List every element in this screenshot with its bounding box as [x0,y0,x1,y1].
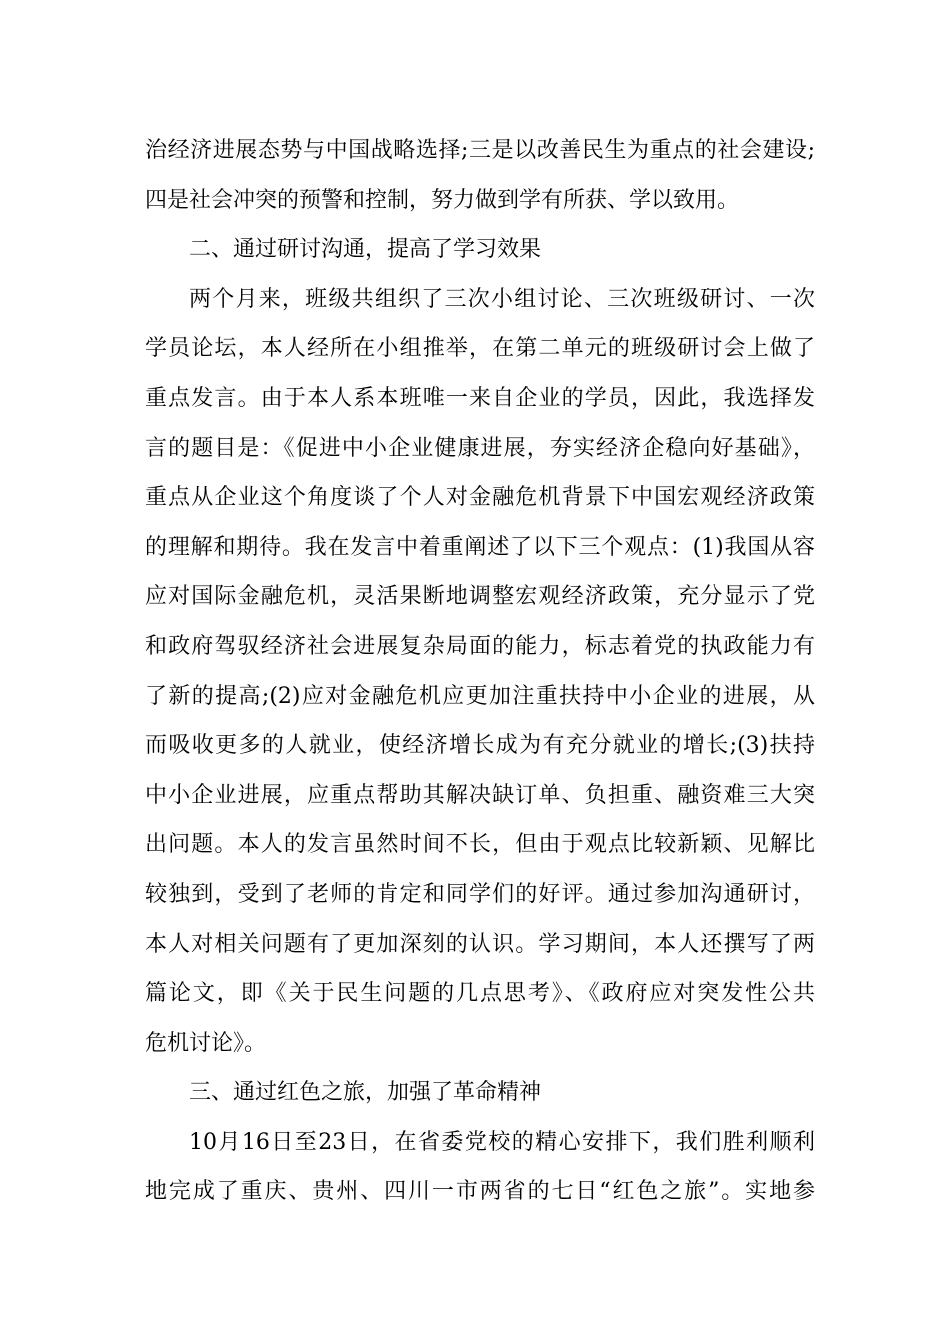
document-body [145,126,815,1217]
text-line: 和政府驾驭经济社会进展复杂局面的能力，标志着党的执政能力有 [145,633,815,659]
text-line: 了新的提高;(2)应对金融危机应更加注重扶持中小企业的进展，从 [145,683,815,709]
text-line: 较独到，受到了老师的肯定和同学们的好评。通过参加沟通研讨， [145,881,815,907]
text-line: 中小企业进展，应重点帮助其解决缺订单、负担重、融资难三大突 [145,782,815,808]
text-line: 两个月来，班级共组织了三次小组讨论、三次班级研讨、一次 [189,286,815,312]
text-line: 地完成了重庆、贵州、四川一市两省的七日“红色之旅”。实地参 [145,1179,815,1205]
text-line: 学员论坛，本人经所在小组推举，在第二单元的班级研讨会上做了 [145,336,815,362]
text-line: 而吸收更多的人就业，使经济增长成为有充分就业的增长;(3)扶持 [145,733,815,759]
text-line: 危机讨论》。 [145,1030,267,1056]
text-line: 重点从企业这个角度谈了个人对金融危机背景下中国宏观经济政策 [145,485,815,511]
text-line: 言的题目是：《促进中小企业健康进展，夯实经济企稳向好基础》， [145,435,815,461]
text-line: 应对国际金融危机，灵活果断地调整宏观经济政策，充分显示了党 [145,584,815,610]
text-line: 篇论文，即《关于民生问题的几点思考》、《政府应对突发性公共 [145,981,815,1007]
text-line: 治经济进展态势与中国战略选择;三是以改善民生为重点的社会建设; [145,138,815,163]
section-heading: 三、通过红色之旅，加强了革命精神 [189,1080,542,1106]
text-line: 的理解和期待。我在发言中着重阐述了以下三个观点：(1)我国从容 [145,534,815,560]
section-heading: 二、通过研讨沟通，提高了学习效果 [189,237,542,263]
text-line: 重点发言。由于本人系本班唯一来自企业的学员，因此，我选择发 [145,385,815,411]
text-line: 本人对相关问题有了更加深刻的认识。学习期间，本人还撰写了两 [145,931,815,957]
text-line: 出问题。本人的发言虽然时间不长，但由于观点比较新颖、见解比 [145,832,815,858]
text-line: 10月16日至23日，在省委党校的精心安排下，我们胜利顺利 [189,1129,815,1155]
text-line: 四是社会冲突的预警和控制，努力做到学有所获、学以致用。 [145,187,740,213]
